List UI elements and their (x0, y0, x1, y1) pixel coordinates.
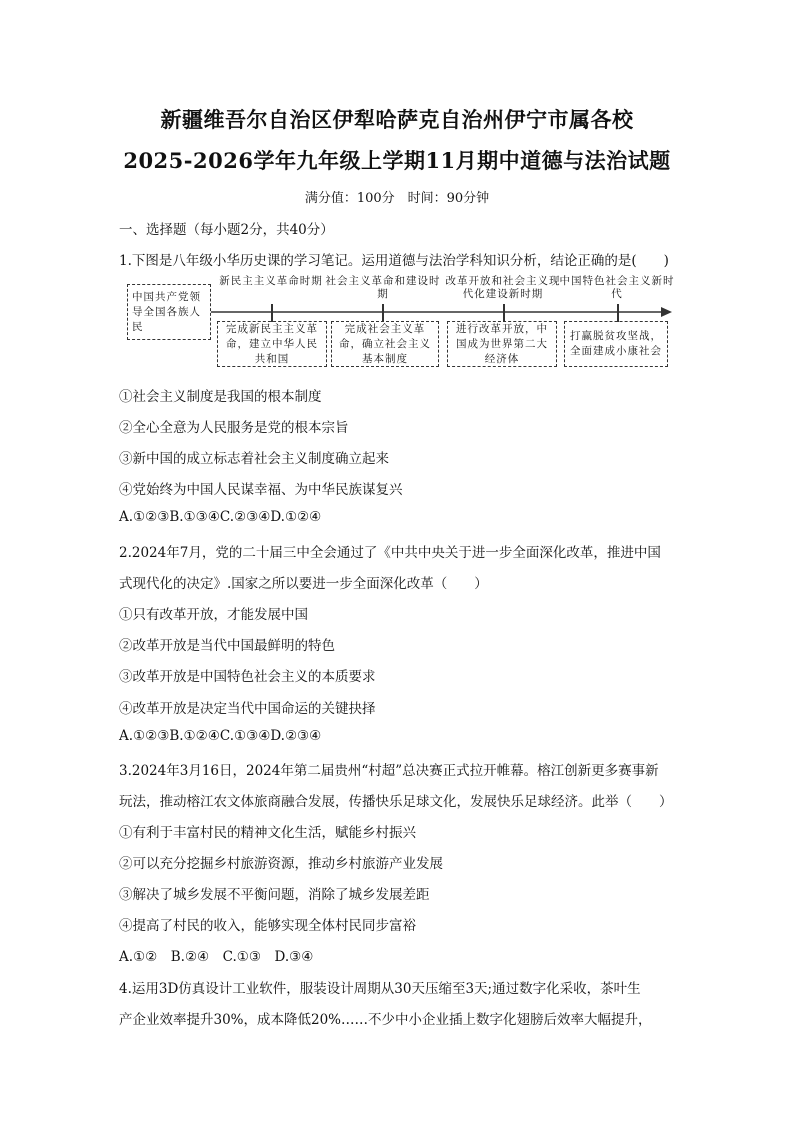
q2-stem-line2: 式现代化的决定》.国家之所以要进一步全面深化改革（ ） (119, 576, 488, 592)
exam-meta: 满分值：100分 时间：90分钟 (304, 191, 490, 206)
q1-option-4: ④党始终为中国人民谋幸福、为中华民族谋复兴 (119, 482, 403, 498)
q3-option-2: ②可以充分挖掘乡村旅游资源，推动乡村旅游产业发展 (119, 856, 443, 872)
q1-option-3: ③新中国的成立标志着社会主义制度确立起来 (119, 451, 389, 467)
q4-stem-line2: 产企业效率提升30%，成本降低20%……不少中小企业插上数字化翅膀后效率大幅提升， (119, 1012, 652, 1028)
q1-option-2: ②全心全意为人民服务是党的根本宗旨 (119, 420, 349, 436)
q1-option-1: ①社会主义制度是我国的根本制度 (119, 389, 322, 405)
period-box-3: 进行改革开放，中国成为世界第二大经济体 (447, 321, 557, 367)
section-heading: 一、选择题（每小题2分，共40分） (119, 222, 334, 238)
q3-stem-line1: 3.2024年3月16日，2024年第二届贵州“村超”总决赛正式拉开帷幕。榕江创新更多赛事新 (119, 763, 659, 779)
period-box-1: 完成新民主主义革命，建立中华人民共和国 (217, 321, 327, 367)
q3-option-1: ①有利于丰富村民的精神文化生活，赋能乡村振兴 (119, 825, 416, 841)
exam-title-line1: 新疆维吾尔自治区伊犁哈萨克自治州伊宁市属各校 (160, 107, 634, 132)
timeline-tick (271, 304, 273, 322)
exam-title-line2: 2025-2026学年九年级上学期11月期中道德与法治试题 (123, 148, 671, 173)
q3-option-3: ③解决了城乡发展不平衡问题，消除了城乡发展差距 (119, 887, 430, 903)
timeline-tick (503, 304, 505, 322)
period-label-4: 中国特色社会主义新时代 (559, 275, 675, 300)
q1-stem: 1.下图是八年级小华历史课的学习笔记。运用道德与法治学科知识分析，结论正确的是( ) (119, 253, 669, 269)
q2-choices: A.①②③B.①②④C.①③④D.②③④ (119, 728, 322, 744)
q2-stem-line1: 2.2024年7月，党的二十届三中全会通过了《中共中央关于进一步全面深化改革，推进中国 (119, 545, 661, 561)
q4-stem-line1: 4.运用3D仿真设计工业软件，服装设计周期从30天压缩至3天;通过数字化采收，茶叶生 (119, 981, 641, 997)
period-label-2: 社会主义革命和建设时期 (325, 275, 441, 300)
period-box-2: 完成社会主义革命，确立社会主义基本制度 (331, 321, 439, 367)
q2-option-4: ④改革开放是决定当代中国命运的关键抉择 (119, 701, 376, 717)
timeline-tick (382, 304, 384, 322)
period-label-1: 新民主主义革命时期 (219, 275, 323, 287)
q2-option-3: ③改革开放是中国特色社会主义的本质要求 (119, 669, 376, 685)
timeline-start-box: 中国共产党领导全国各族人民 (127, 284, 211, 340)
timeline-arrow (211, 305, 673, 319)
timeline-tick (617, 304, 619, 322)
q3-stem-line2: 玩法，推动榕江农文体旅商融合发展，传播快乐足球文化，发展快乐足球经济。此举（ ） (119, 794, 673, 810)
q1-choices: A.①②③B.①③④C.②③④D.①②④ (119, 509, 322, 525)
q3-choices: A.①② B.②④ C.①③ D.③④ (119, 949, 314, 965)
q3-option-4: ④提高了村民的收入，能够实现全体村民同步富裕 (119, 918, 416, 934)
period-box-4: 打赢脱贫攻坚战，全面建成小康社会 (564, 321, 668, 367)
q2-option-1: ①只有改革开放，才能发展中国 (119, 607, 308, 623)
period-label-3: 改革开放和社会主义现代化建设新时期 (445, 275, 561, 300)
q2-option-2: ②改革开放是当代中国最鲜明的特色 (119, 638, 335, 654)
